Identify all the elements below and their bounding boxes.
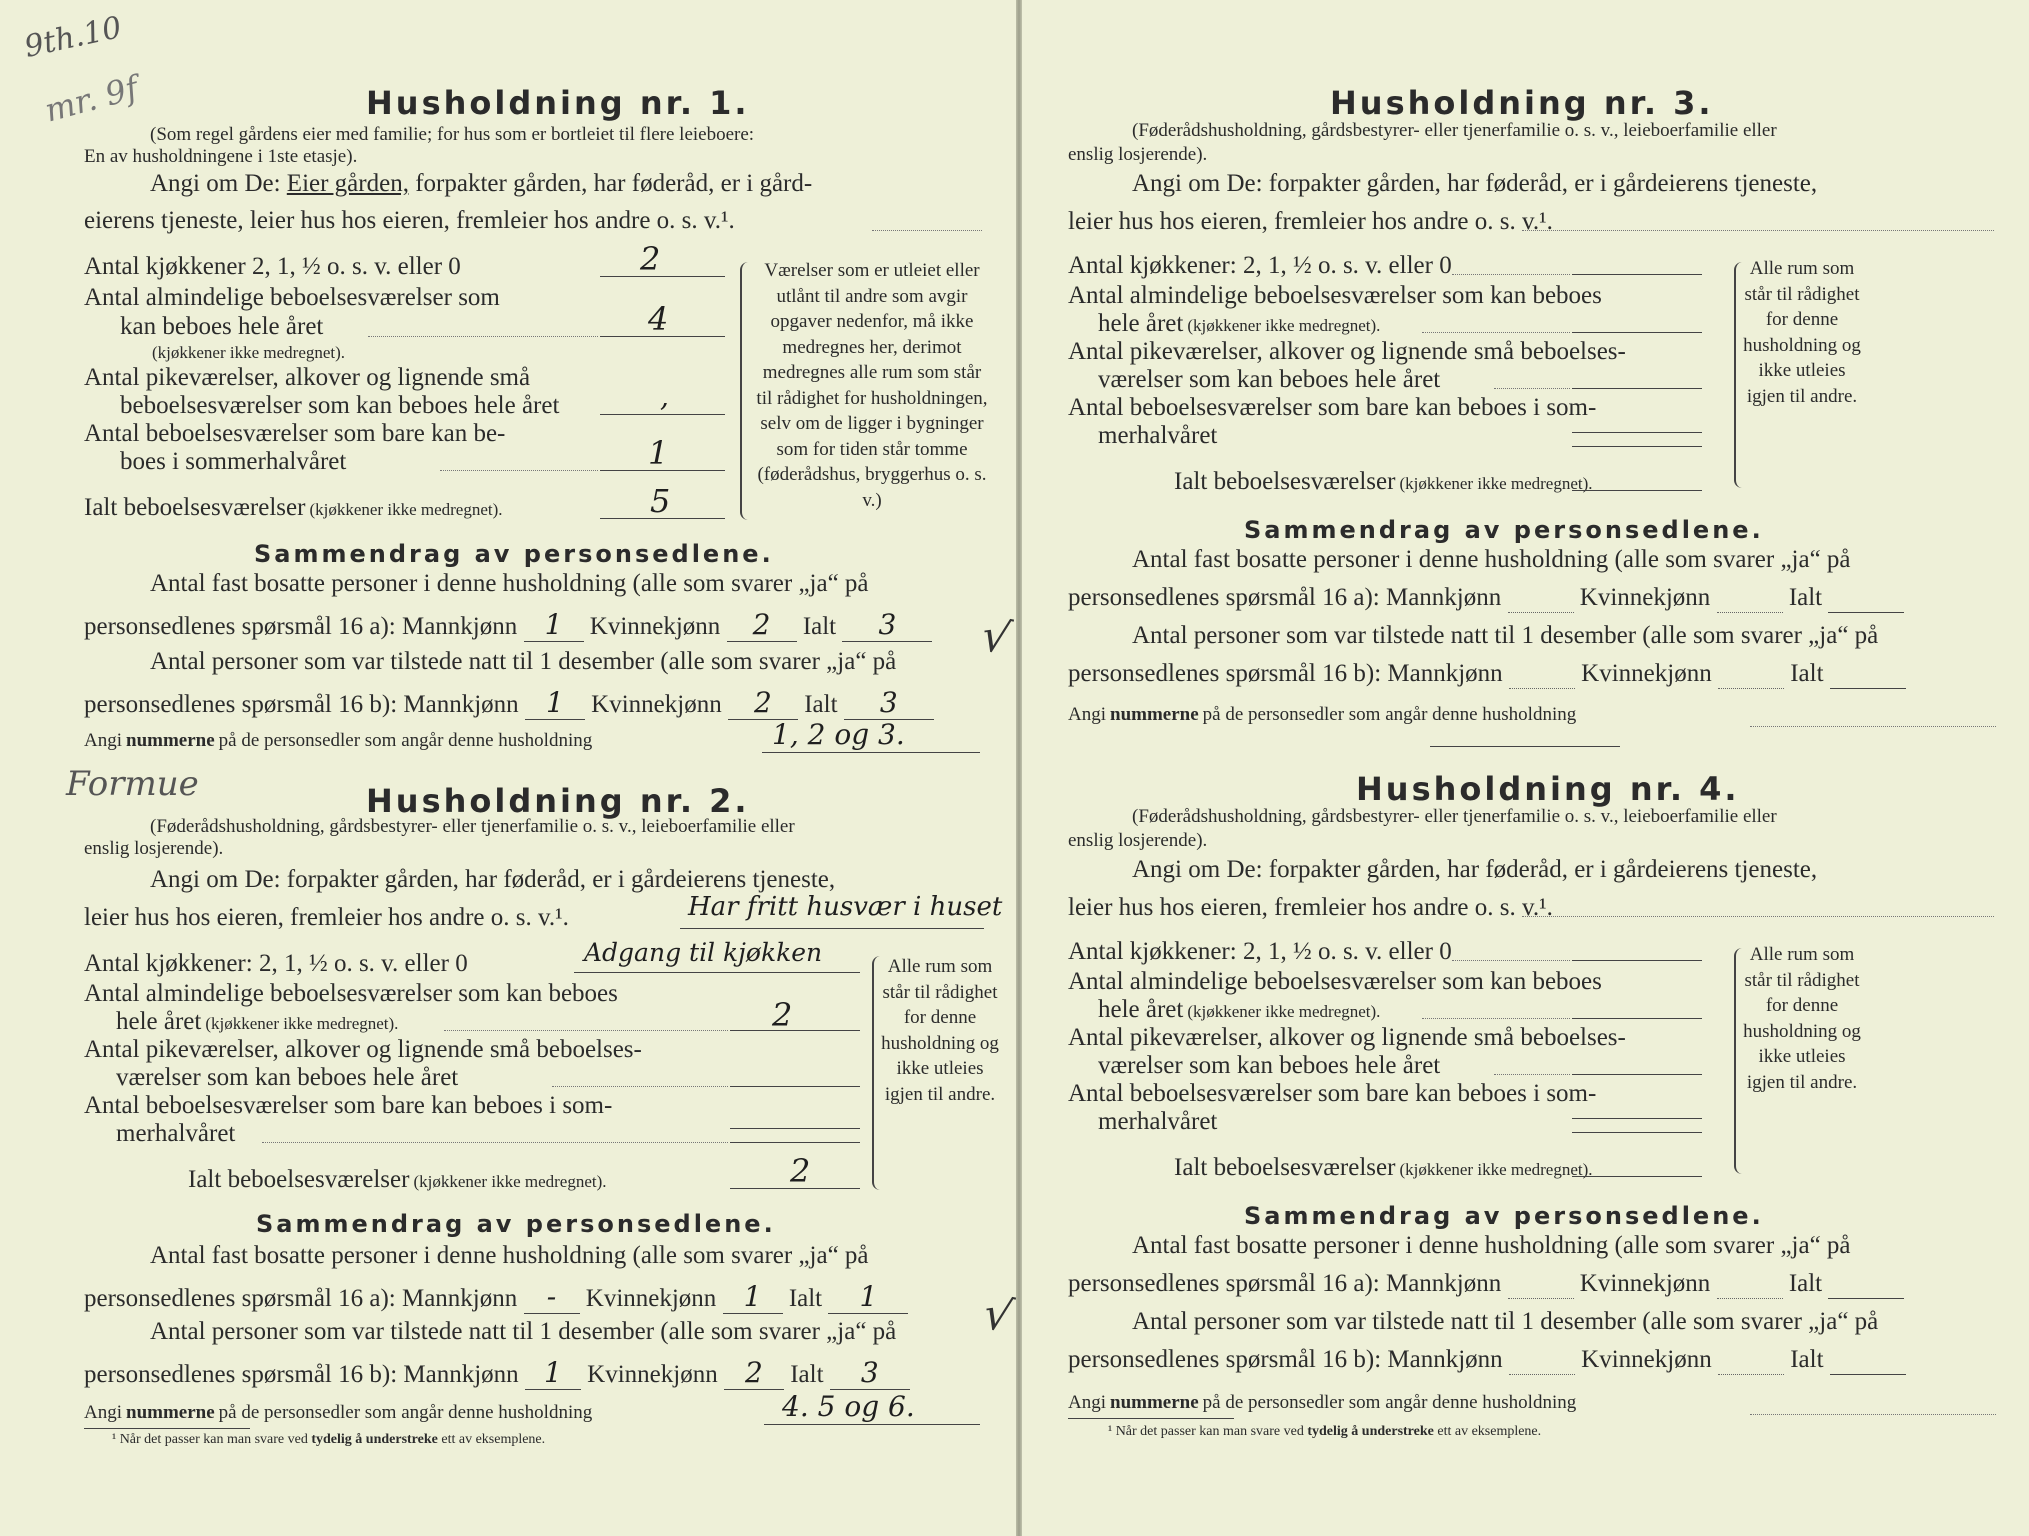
h4-sum-b-kvinne-label: Kvinnekjønn <box>1581 1346 1712 1373</box>
h1-nummer-pre: Angi <box>84 730 122 751</box>
h3-ialt-line <box>1572 490 1702 491</box>
h4-sum-a-kvinne-blank <box>1717 1270 1783 1299</box>
h2-angi-line2: leier hus hos eieren, fremleier hos andre o. s. v.¹. <box>84 904 569 931</box>
h2-sommer-line-b <box>730 1142 860 1143</box>
h4-alm-hele: hele året <box>1098 996 1184 1023</box>
h2-sum-a-label: personsedlenes spørsmål 16 a): Mannkjønn <box>84 1285 518 1312</box>
h4-ialt-note: (kjøkkener ikke medregnet). <box>1399 1160 1593 1179</box>
h2-kjokken-label: Antal kjøkkener: 2, 1, ½ o. s. v. eller 0 <box>84 950 468 977</box>
h3-side-note: Alle rum som står til rådighet for denne husholdning og ikke utleies igjen til andre. <box>1743 258 1861 407</box>
h1-sum-a-mann: 1 <box>524 608 584 642</box>
h3-sum-b-ialt-blank <box>1830 660 1906 689</box>
h2-note-line2: enslig losjerende). <box>84 838 224 859</box>
h4-summary-title: Sammendrag av personsedlene. <box>1244 1202 1764 1230</box>
h2-kjokken-value: Adgang til kjøkken <box>584 938 823 967</box>
h2-pike-line1: Antal pikeværelser, alkover og lignende små beboelses- <box>84 1036 642 1063</box>
h3-sommer-line1: Antal beboelsesværelser som bare kan beboes i som- <box>1068 394 1597 421</box>
h3-pike-line <box>1572 388 1702 389</box>
h1-alm-value: 4 <box>648 300 669 338</box>
h1-side-note: Værelser som er utleiet eller utlånt til andre som avgir opgaver nedenfor, må ikke medregnes her, derimot medregnes alle rum som står til rådighet for husholdningen, selv om de ligger i bygninger som for tiden står tomme (føderådshus, bryggerhus o. s. v.) <box>756 260 988 511</box>
h4-sum-b-mann-blank <box>1509 1346 1575 1375</box>
h2-nummer-value: 4. 5 og 6. <box>782 1390 915 1423</box>
section-title-h1: Husholdning nr. 1. <box>366 84 750 122</box>
h1-angi-line2: eierens tjeneste, leier hus hos eieren, fremleier hos andre o. s. v.¹. <box>84 207 735 234</box>
h1-sum-a-line2 <box>84 608 932 642</box>
h1-summary-title: Sammendrag av personsedlene. <box>254 540 774 568</box>
h4-sum-a-line1: Antal fast bosatte personer i denne husholdning (alle som svarer „ja“ på <box>1132 1232 1851 1259</box>
h1-note-line2: En av husholdningene i 1ste etasje). <box>84 146 358 167</box>
h3-sum-b-ialt-label: Ialt <box>1790 660 1824 687</box>
h1-nummer-post: på de personsedler som angår denne husholdning <box>218 730 593 751</box>
h2-footnote-pre: ¹ Når det passer kan man svare ved <box>112 1432 308 1447</box>
h1-sum-b-kvinne-label: Kvinnekjønn <box>591 691 722 718</box>
h1-sommer-value: 1 <box>648 434 669 472</box>
h2-footnote-bold: tydelig å understreke <box>311 1432 438 1447</box>
h1-sommer-line2: boes i sommerhalvåret <box>120 448 347 475</box>
h4-sum-b-label: personsedlenes spørsmål 16 b): Mannkjønn <box>1068 1346 1503 1373</box>
h1-sum-a-line1: Antal fast bosatte personer i denne husholdning (alle som svarer „ja“ på <box>150 570 869 597</box>
h3-alm-line1: Antal almindelige beboelsesværelser som kan beboes <box>1068 282 1602 309</box>
h3-sum-b-mann-blank <box>1509 660 1575 689</box>
h2-footnote-rule <box>84 1428 250 1429</box>
h2-sum-a-line2 <box>84 1280 908 1314</box>
h4-sommer-line1: Antal beboelsesværelser som bare kan beboes i som- <box>1068 1080 1597 1107</box>
h2-sum-b-kvinne: 2 <box>724 1356 784 1390</box>
h1-sum-b-mann: 1 <box>525 686 585 720</box>
h4-ialt-label: Ialt beboelsesværelser <box>1174 1154 1396 1181</box>
h4-angi-dotline <box>1522 916 1994 917</box>
h4-side-note: Alle rum som står til rådighet for denne husholdning og ikke utleies igjen til andre. <box>1743 944 1861 1093</box>
h4-ialt-row <box>1174 1154 1593 1182</box>
h1-note-line1: (Som regel gårdens eier med familie; for hus som er bortleiet til flere leieboere: <box>150 124 755 145</box>
h4-nummer-bold: nummerne <box>1110 1392 1199 1413</box>
h3-sum-a-kvinne-label: Kvinnekjønn <box>1579 584 1711 611</box>
h1-sommer-line1: Antal beboelsesværelser som bare kan be- <box>84 420 506 447</box>
h4-sum-b-line2 <box>1068 1346 1906 1375</box>
h4-sommer-line-b <box>1572 1132 1702 1133</box>
h3-sum-a-ialt-blank <box>1828 584 1904 613</box>
h3-sum-b-kvinne-blank <box>1718 660 1784 689</box>
h3-pike-line2: værelser som kan beboes hele året <box>1098 366 1441 393</box>
h3-sum-a-kvinne-blank <box>1717 584 1783 613</box>
h1-nummer-bold: nummerne <box>126 730 215 751</box>
h2-alm-note: (kjøkkener ikke medregnet). <box>205 1014 399 1033</box>
h2-ialt-row <box>188 1166 607 1194</box>
h2-nummer-line <box>764 1424 980 1425</box>
h3-ialt-note: (kjøkkener ikke medregnet). <box>1399 474 1593 493</box>
h2-sum-b-mann: 1 <box>525 1356 581 1390</box>
h3-angi-line1: Angi om De: forpakter gården, har føderåd, er i gårdeierens tjeneste, <box>1132 170 1818 197</box>
h4-alm-note: (kjøkkener ikke medregnet). <box>1187 1002 1381 1021</box>
h2-pike-line2: værelser som kan beboes hele året <box>116 1064 459 1091</box>
h1-angi-prefix: Angi om De: <box>150 170 281 197</box>
h1-angi-dotline <box>872 230 982 231</box>
right-page <box>1022 0 2029 1536</box>
h2-sum-b-label: personsedlenes spørsmål 16 b): Mannkjønn <box>84 1361 519 1388</box>
h3-kjokken-dotline <box>1452 274 1570 275</box>
h4-sum-a-kvinne-label: Kvinnekjønn <box>1579 1270 1711 1297</box>
h3-sum-b-label: personsedlenes spørsmål 16 b): Mannkjønn <box>1068 660 1503 687</box>
h4-sommer-line2: merhalvåret <box>1098 1108 1218 1135</box>
h3-angi-line2: leier hus hos eieren, fremleier hos andre o. s. v.¹. <box>1068 208 1553 235</box>
h2-sommer-line-a <box>730 1128 860 1129</box>
h2-ialt-note: (kjøkkener ikke medregnet). <box>413 1172 607 1191</box>
h4-sum-b-ialt-label: Ialt <box>1790 1346 1824 1373</box>
h4-kjokken-line <box>1572 960 1702 961</box>
h1-alm-line2: kan beboes hele året <box>120 313 324 340</box>
h1-sommer-dotline <box>440 470 598 471</box>
h1-check-mark: √ <box>977 609 1016 666</box>
h1-angi-line1 <box>150 170 812 198</box>
h1-sum-a-kvinne: 2 <box>727 608 797 642</box>
h1-sum-a-kvinne-label: Kvinnekjønn <box>589 613 721 640</box>
h2-sum-a-kvinne-label: Kvinnekjønn <box>585 1285 717 1312</box>
h1-sum-a-ialt: 3 <box>842 608 932 642</box>
h3-alm-line <box>1572 332 1702 333</box>
h3-nummer-row <box>1068 704 1576 726</box>
h1-alm-line3: (kjøkkener ikke medregnet). <box>152 343 346 362</box>
h1-ialt-value: 5 <box>650 482 671 520</box>
h3-angi-dotline <box>1522 230 1994 231</box>
h3-alm-dotline <box>1422 332 1570 333</box>
h2-kjokken-line <box>574 972 860 973</box>
h4-sum-b-kvinne-blank <box>1718 1346 1784 1375</box>
h3-sum-a-ialt-label: Ialt <box>1788 584 1823 611</box>
h3-kjokken-label: Antal kjøkkener: 2, 1, ½ o. s. v. eller 0 <box>1068 252 1452 279</box>
h3-ialt-row <box>1174 468 1593 496</box>
h3-kjokken-line <box>1572 274 1702 275</box>
h2-alm-value: 2 <box>772 996 793 1034</box>
h2-side-note: Alle rum som står til rådighet for denne husholdning og ikke utleies igjen til andre. <box>881 956 999 1105</box>
h1-nummer-line <box>762 752 980 753</box>
h4-footnote-rule <box>1068 1418 1234 1419</box>
h3-sum-b-kvinne-label: Kvinnekjønn <box>1581 660 1712 687</box>
h4-kjokken-dotline <box>1452 960 1570 961</box>
h2-alm-dotline <box>444 1030 728 1031</box>
h2-angi-line1: Angi om De: forpakter gården, har føderåd, er i gårdeierens tjeneste, <box>150 866 836 893</box>
h4-sum-b-ialt-blank <box>1830 1346 1906 1375</box>
h3-sum-a-line2 <box>1068 584 1904 613</box>
h4-sum-a-ialt-label: Ialt <box>1788 1270 1823 1297</box>
h2-note-line1: (Føderådshusholdning, gårdsbestyrer- eller tjenerfamilie o. s. v., leieboerfamilie eller <box>150 816 795 837</box>
h3-alm-hele: hele året <box>1098 310 1184 337</box>
h4-footnote-post: ett av eksemplene. <box>1437 1424 1542 1439</box>
h2-angi-value: Har fritt husvær i huset <box>688 892 1003 922</box>
h4-angi-line2: leier hus hos eieren, fremleier hos andre o. s. v.¹. <box>1068 894 1553 921</box>
h2-sum-a-ialt-label: Ialt <box>788 1285 823 1312</box>
h3-sum-a-line1: Antal fast bosatte personer i denne husholdning (alle som svarer „ja“ på <box>1132 546 1851 573</box>
h4-note-line1: (Føderådshusholdning, gårdsbestyrer- eller tjenerfamilie o. s. v., leieboerfamilie eller <box>1132 806 1777 827</box>
h1-sum-a-label: personsedlenes spørsmål 16 a): Mannkjønn <box>84 613 518 640</box>
h4-sum-b-line1: Antal personer som var tilstede natt til 1 desember (alle som svarer „ja“ på <box>1132 1308 1879 1335</box>
margin-mark-top-second: mr. 9f <box>40 68 142 130</box>
h2-ialt-value: 2 <box>790 1152 811 1190</box>
h2-footnote-post: ett av eksemplene. <box>441 1432 546 1447</box>
h2-alm-line <box>730 1030 860 1031</box>
h3-note-line1: (Føderådshusholdning, gårdsbestyrer- eller tjenerfamilie o. s. v., leieboerfamilie eller <box>1132 120 1777 141</box>
h1-brace <box>740 262 752 520</box>
h3-pike-line1: Antal pikeværelser, alkover og lignende små beboelses- <box>1068 338 1626 365</box>
h3-nummer-pre: Angi <box>1068 704 1106 725</box>
h3-sommer-line-b <box>1572 446 1702 447</box>
h3-summary-title: Sammendrag av personsedlene. <box>1244 516 1764 544</box>
h3-sommer-line2: merhalvåret <box>1098 422 1218 449</box>
h4-sum-a-line2 <box>1068 1270 1904 1299</box>
h1-pike-value: , <box>660 380 669 413</box>
h1-sum-b-line1: Antal personer som var tilstede natt til 1 desember (alle som svarer „ja“ på <box>150 648 897 675</box>
h1-sum-b-label: personsedlenes spørsmål 16 b): Mannkjønn <box>84 691 519 718</box>
h2-sum-b-kvinne-label: Kvinnekjønn <box>587 1361 718 1388</box>
h2-pike-line <box>730 1086 860 1087</box>
margin-mark-formue: Formue <box>66 764 199 804</box>
h4-alm-line1: Antal almindelige beboelsesværelser som kan beboes <box>1068 968 1602 995</box>
h3-note-line2: enslig losjerende). <box>1068 144 1208 165</box>
h4-sommer-line-a <box>1572 1118 1702 1119</box>
h1-sum-b-ialt-label: Ialt <box>804 691 838 718</box>
h4-angi-line1: Angi om De: forpakter gården, har føderåd, er i gårdeierens tjeneste, <box>1132 856 1818 883</box>
h2-nummer-row <box>84 1402 592 1424</box>
h4-nummer-post: på de personsedler som angår denne husholdning <box>1202 1392 1577 1413</box>
h3-nummer-post: på de personsedler som angår denne husholdning <box>1202 704 1577 725</box>
h4-ialt-line <box>1572 1176 1702 1177</box>
section-separator <box>1430 746 1620 747</box>
h2-ialt-label: Ialt beboelsesværelser <box>188 1166 410 1193</box>
h4-footnote <box>1108 1424 1541 1440</box>
h1-ialt-row <box>84 494 503 522</box>
h1-alm-line1: Antal almindelige beboelsesværelser som <box>84 284 500 311</box>
h4-pike-line2: værelser som kan beboes hele året <box>1098 1052 1441 1079</box>
h2-sum-b-line2 <box>84 1356 910 1390</box>
h1-pike-line1: Antal pikeværelser, alkover og lignende små <box>84 364 531 391</box>
h2-nummer-bold: nummerne <box>126 1402 215 1423</box>
h4-nummer-row <box>1068 1392 1576 1414</box>
h2-sum-a-line1: Antal fast bosatte personer i denne husholdning (alle som svarer „ja“ på <box>150 1242 869 1269</box>
h4-kjokken-label: Antal kjøkkener: 2, 1, ½ o. s. v. eller 0 <box>1068 938 1452 965</box>
section-title-h2: Husholdning nr. 2. <box>366 782 750 820</box>
h4-note-line2: enslig losjerende). <box>1068 830 1208 851</box>
h1-alm-dotline <box>368 336 598 337</box>
h2-sommer-dotline <box>262 1142 728 1143</box>
h2-angi-line <box>680 928 984 929</box>
h3-nummer-dotline <box>1750 726 1996 727</box>
h3-sum-b-line1: Antal personer som var tilstede natt til 1 desember (alle som svarer „ja“ på <box>1132 622 1879 649</box>
h1-angi-eier-underlined: Eier gården, <box>286 170 409 197</box>
h3-ialt-label: Ialt beboelsesværelser <box>1174 468 1396 495</box>
h1-sum-b-line2 <box>84 686 934 720</box>
h1-nummer-value: 1, 2 og 3. <box>772 718 905 751</box>
h1-ialt-label: Ialt beboelsesværelser <box>84 494 306 521</box>
margin-mark-top: 9th.10 <box>21 10 125 65</box>
h2-nummer-pre: Angi <box>84 1402 122 1423</box>
h4-sum-a-mann-blank <box>1508 1270 1574 1299</box>
h3-alm-line2 <box>1098 310 1380 338</box>
section-title-h4: Husholdning nr. 4. <box>1356 770 1740 808</box>
h2-sum-a-kvinne: 1 <box>723 1280 783 1314</box>
h2-sum-a-ialt: 1 <box>828 1280 908 1314</box>
h4-nummer-pre: Angi <box>1068 1392 1106 1413</box>
h1-nummer-row <box>84 730 592 752</box>
h1-kjokken-label: Antal kjøkkener 2, 1, ½ o. s. v. eller 0 <box>84 253 461 280</box>
h1-kjokken-value: 2 <box>640 240 661 278</box>
h3-nummer-bold: nummerne <box>1110 704 1199 725</box>
h1-sum-b-kvinne: 2 <box>728 686 798 720</box>
h2-sum-b-line1: Antal personer som var tilstede natt til 1 desember (alle som svarer „ja“ på <box>150 1318 897 1345</box>
h4-footnote-bold: tydelig å understreke <box>1307 1424 1434 1439</box>
h3-sum-a-mann-blank <box>1508 584 1574 613</box>
h1-ialt-note: (kjøkkener ikke medregnet). <box>309 500 503 519</box>
h4-nummer-dotline <box>1750 1414 1996 1415</box>
h4-alm-dotline <box>1422 1018 1570 1019</box>
h3-alm-note: (kjøkkener ikke medregnet). <box>1187 316 1381 335</box>
h2-sum-b-ialt: 3 <box>830 1356 910 1390</box>
h4-pike-dotline <box>1494 1074 1570 1075</box>
h1-sum-a-ialt-label: Ialt <box>802 613 837 640</box>
h2-nummer-post: på de personsedler som angår denne husholdning <box>218 1402 593 1423</box>
h1-pike-line2: beboelsesværelser som kan beboes hele året <box>120 392 560 419</box>
h1-angi-rest: forpakter gården, har føderåd, er i gård- <box>415 170 813 197</box>
h2-alm-line2 <box>116 1008 398 1036</box>
h2-sum-b-ialt-label: Ialt <box>790 1361 824 1388</box>
h2-pike-dotline <box>552 1086 728 1087</box>
h4-sum-a-label: personsedlenes spørsmål 16 a): Mannkjønn <box>1068 1270 1502 1297</box>
h2-alm-line1: Antal almindelige beboelsesværelser som kan beboes <box>84 980 618 1007</box>
h2-alm-hele: hele året <box>116 1008 202 1035</box>
h1-sum-b-ialt: 3 <box>844 686 934 720</box>
h4-alm-line2 <box>1098 996 1380 1024</box>
h4-pike-line <box>1572 1074 1702 1075</box>
h4-footnote-pre: ¹ Når det passer kan man svare ved <box>1108 1424 1304 1439</box>
h3-sum-b-line2 <box>1068 660 1906 689</box>
h2-footnote <box>112 1432 545 1448</box>
h2-sommer-line2: merhalvåret <box>116 1120 236 1147</box>
h2-summary-title: Sammendrag av personsedlene. <box>256 1210 776 1238</box>
h4-pike-line1: Antal pikeværelser, alkover og lignende små beboelses- <box>1068 1024 1626 1051</box>
h4-sum-a-ialt-blank <box>1828 1270 1904 1299</box>
h1-kjokken-line <box>600 276 725 277</box>
h3-pike-dotline <box>1494 388 1570 389</box>
h3-sum-a-label: personsedlenes spørsmål 16 a): Mannkjønn <box>1068 584 1502 611</box>
h2-sommer-line1: Antal beboelsesværelser som bare kan beboes i som- <box>84 1092 613 1119</box>
h2-check-mark: √ <box>979 1287 1018 1344</box>
section-title-h3: Husholdning nr. 3. <box>1330 84 1714 122</box>
h4-alm-line <box>1572 1018 1702 1019</box>
h2-sum-a-mann: - <box>524 1280 580 1314</box>
h3-sommer-line-a <box>1572 432 1702 433</box>
h1-pike-line <box>600 414 725 415</box>
